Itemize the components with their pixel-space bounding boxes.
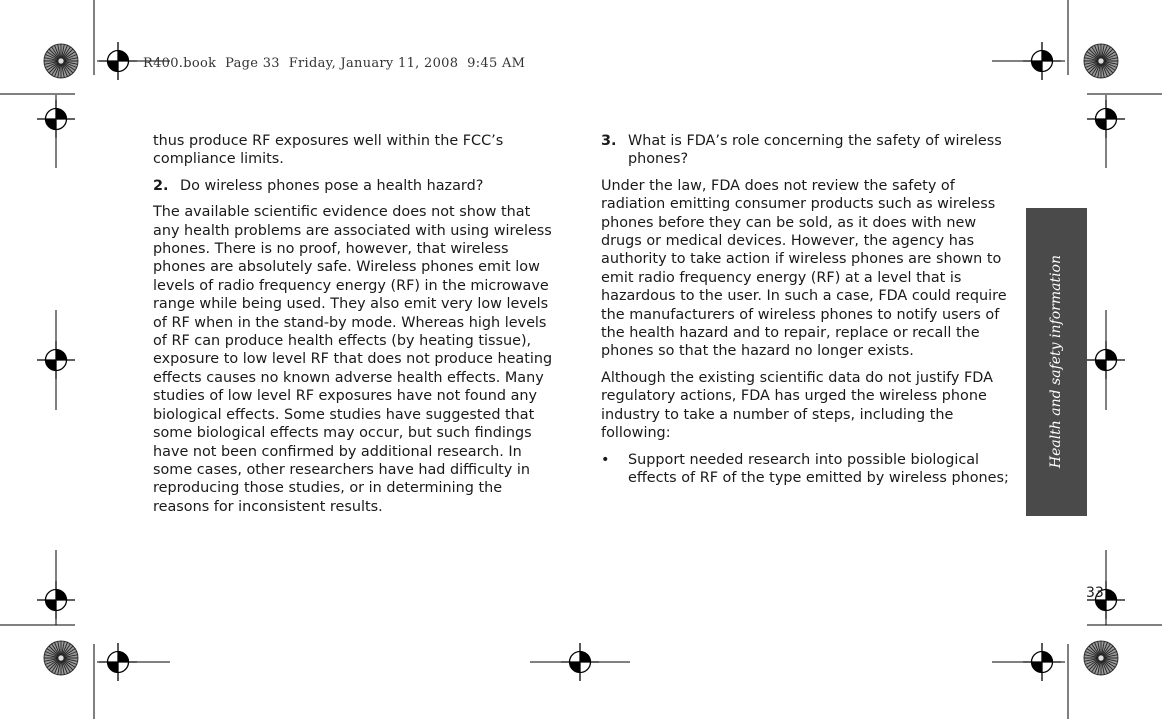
intro-paragraph: thus produce RF exposures well within the FCC’s compliance limits. — [153, 133, 504, 168]
question-2 — [153, 177, 561, 195]
question-2-number: 2. — [153, 177, 169, 194]
list-item — [601, 451, 1011, 488]
section-side-label — [1041, 208, 1071, 516]
question-2-text: Do wireless phones pose a health hazard? — [180, 177, 484, 194]
answer-3-paragraph-1: Under the law, FDA does not review the safety of radiation emitting consumer products such as wireless phones before they can be sold, as it does with new drugs or medical devices. However, the agency has authority to take action if wireless phones are shown to emit radio frequency energy (RF) at a level that is hazardous to the user. In such a case, FDA could require the manufacturers of wireless phones to notify users of the health hazard and to repair, replace or recall the phones so that the hazard no longer exists. — [601, 177, 1007, 360]
file-info-header: R400.book Page 33 Friday, January 11, 2008 9:45 AM — [143, 56, 526, 71]
answer-2-paragraph: The available scientific evidence does not show that any health problems are associated with using wireless phones. There is no proof, however, that wireless phones are absolutely safe. Wireless phones emit low levels of radio frequency energy (RF) in the microwave range while being used. They also emit very low levels of RF when in the stand-by mode. Whereas high levels of RF can produce health effects (by heating tissue), exposure to low level RF that does not produce heating effects causes no known adverse health effects. Many studies of low level RF exposures have not found any biological effects. Some studies have suggested that some biological effects may occur, but such findings have not been confirmed by additional research. In some cases, other researchers have had difficulty in reproducing those studies, or in determining the reasons for inconsistent results. — [153, 204, 553, 515]
page-number: 33 — [1086, 585, 1104, 601]
question-3-number: 3. — [601, 133, 617, 149]
bullet-symbol: • — [601, 451, 610, 468]
question-3 — [601, 132, 1011, 169]
section-side-label-text: Health and safety information — [1048, 255, 1064, 469]
question-3-text: What is FDA’s role concerning the safety of wireless phones? — [628, 133, 1002, 168]
bullet-text: Support needed research into possible biological effects of RF of the type emitted by wireless phones; — [628, 451, 1009, 486]
right-column — [601, 132, 1011, 487]
answer-3-paragraph-2: Although the existing scientific data do not justify FDA regulatory actions, FDA has urged the wireless phone industry to take a number of steps, including the following: — [601, 369, 993, 442]
left-column — [153, 132, 561, 524]
